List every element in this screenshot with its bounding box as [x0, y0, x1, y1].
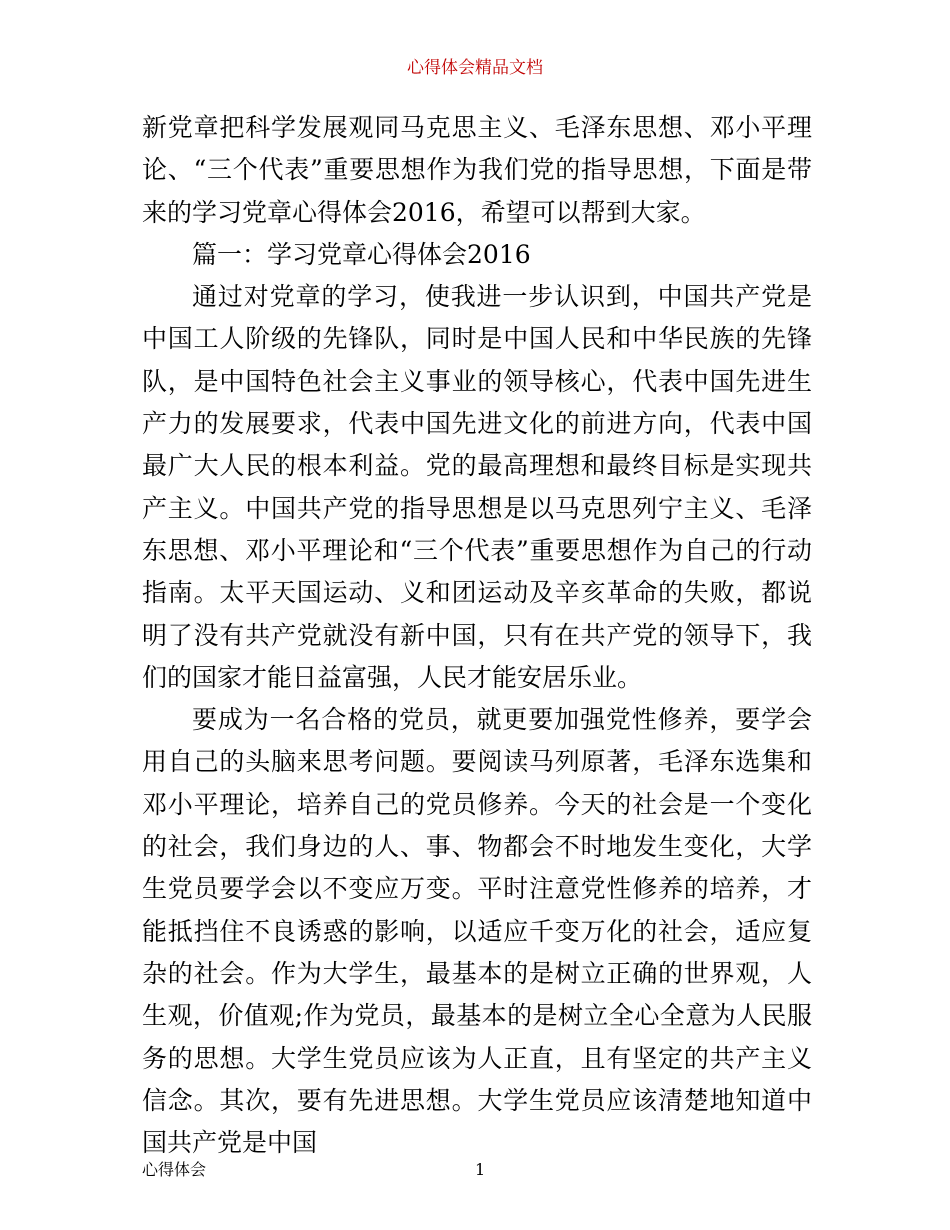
page-footer: [142, 1158, 812, 1182]
document-body: [142, 107, 812, 1164]
section-heading: 篇一：学习党章心得体会2016: [192, 239, 531, 269]
body-paragraph-1: 通过对党章的学习，使我进一步认识到，中国共产党是中国工人阶级的先锋队，同时是中国人民和中华民族的先锋队，是中国特色社会主义事业的领导核心，代表中国先进生产力的发展要求，代表中国先进文化的前进方向，代表中国最广大人民的根本利益。党的最高理想和最终目标是实现共产主义。中国共产党的指导思想是以马克思列宁主义、毛泽东思想、邓小平理论和“三个代表”重要思想作为自己的行动指南。太平天国运动、义和团运动及辛亥革命的失败，都说明了没有共产党就没有新中国，只有在共产党的领导下，我们的国家才能日益富强，人民才能安居乐业。: [142, 282, 812, 692]
footer-label: 心得体会: [142, 1160, 207, 1179]
page-header-title: 心得体会精品文档: [407, 58, 543, 78]
body-paragraph-2: 要成为一名合格的党员，就更要加强党性修养，要学会用自己的头脑来思考问题。要阅读马列原著，毛泽东选集和邓小平理论，培养自己的党员修养。今天的社会是一个变化的社会，我们身边的人、事、物都会不时地发生变化，大学生党员要学会以不变应万变。平时注意党性修养的培养，才能抵挡住不良诱惑的影响，以适应千变万化的社会，适应复杂的社会。作为大学生，最基本的是树立正确的世界观，人生观，价值观;作为党员，最基本的是树立全心全意为人民服务的思想。大学生党员应该为人正直，且有坚定的共产主义信念。其次，要有先进思想。大学生党员应该清楚地知道中国共产党是中国: [142, 705, 812, 1158]
page-number: 1: [475, 1160, 486, 1179]
intro-paragraph: 新党章把科学发展观同马克思主义、毛泽东思想、邓小平理论、“三个代表”重要思想作为我们党的指导思想，下面是带来的学习党章心得体会2016，希望可以帮到大家。: [142, 113, 812, 227]
